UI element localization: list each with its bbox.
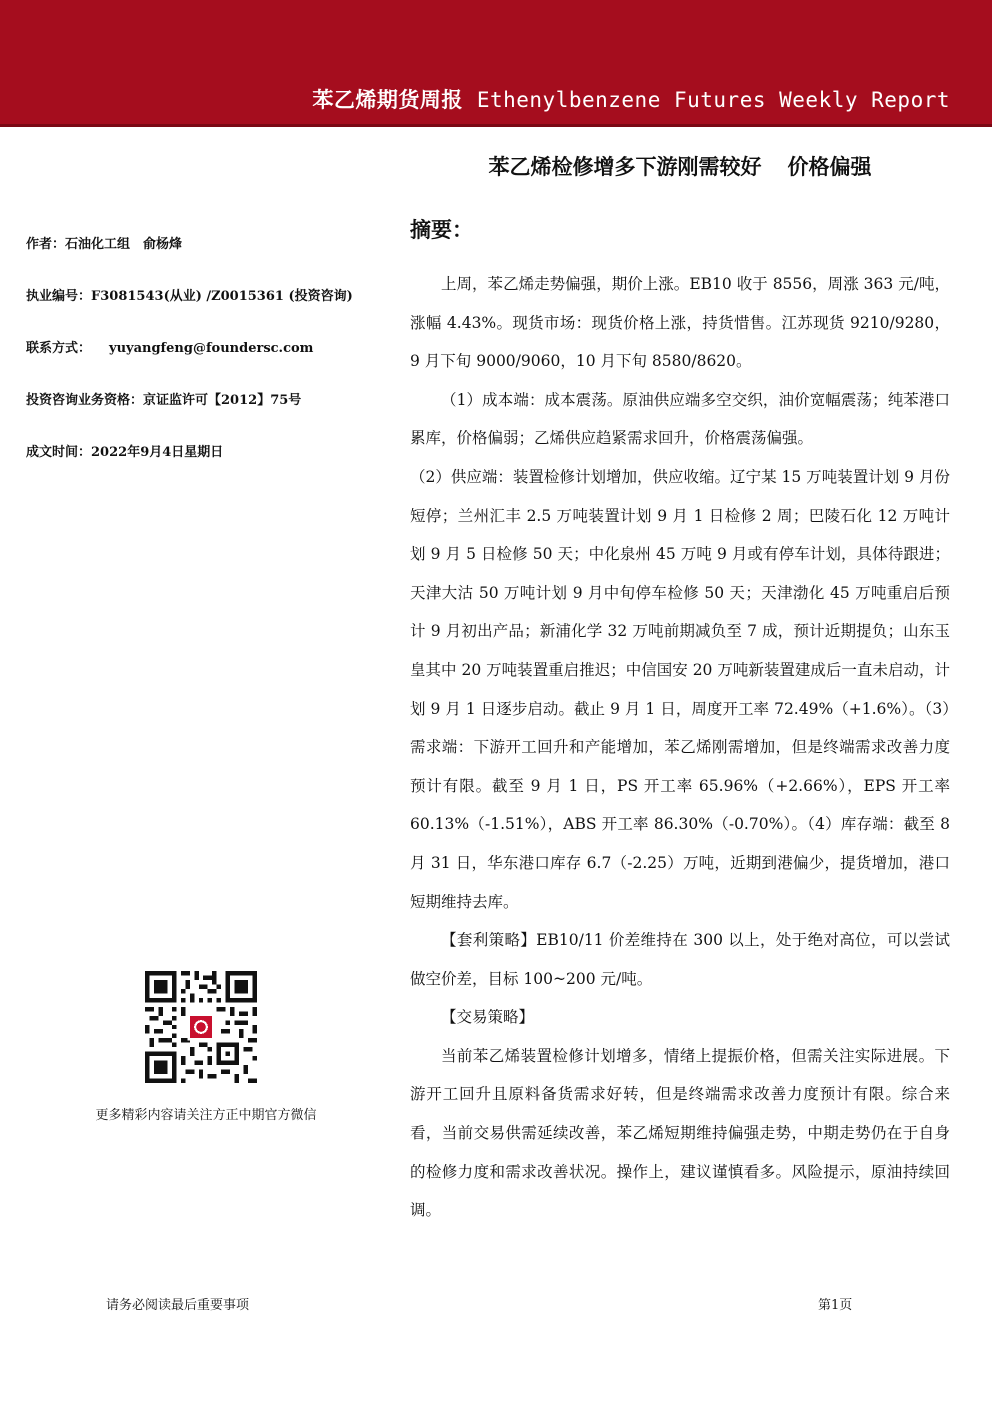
summary-heading: 摘要： — [410, 218, 473, 242]
cost-paragraph: （1）成本端：成本震荡。原油供应端多空交织，油价宽幅震荡；纯苯港口累库，价格偏弱；乙烯供应趋紧需求回升，价格震荡偏强。 — [410, 390, 950, 448]
trading-strategy-paragraph: 当前苯乙烯装置检修计划增多，情绪上提振价格，但需关注实际进展。下游开工回升且原料备货需求好转，但是终端需求改善力度预计有限。综合来看，当前交易供需延续改善，苯乙烯短期维持偏强走势，中期走势仍在于自身的检修力度和需求改善状况。操作上，建议谨慎看多。风险提示，原油持续回调。 — [410, 1046, 950, 1220]
author-value: 石油化工组 俞杨烽 — [65, 237, 183, 252]
author-info — [26, 233, 386, 493]
contact-email[interactable]: yuyangfeng@foundersc.com — [109, 341, 314, 356]
license-row — [26, 285, 386, 337]
footer-notice: 请务必阅读最后重要事项 — [106, 1298, 250, 1313]
summary-body — [410, 265, 950, 1230]
summary-paragraph: 上周，苯乙烯走势偏强，期价上涨。EB10 收于 8556，周涨 363 元/吨，涨幅 4.43%。现货市场：现货价格上涨，持货惜售。江苏现货 9210/9280，9 月下旬 9000/9060，10 月下旬 8580/8620。 — [410, 275, 950, 371]
arbitrage-paragraph: 【套利策略】EB10/11 价差维持在 300 以上，处于绝对高位，可以尝试做空价差，目标 100~200 元/吨。 — [410, 931, 950, 988]
contact-label: 联系方式： — [26, 341, 92, 356]
qualification-value: 京证监许可【2012】75号 — [143, 393, 302, 408]
qualification-row — [26, 389, 386, 441]
supply-demand-paragraph: （2）供应端：装置检修计划增加，供应收缩。辽宁某 15 万吨装置计划 9 月份短停；兰州汇丰 2.5 万吨装置计划 9 月 1 日检修 2 周；巴陵石化 12 万吨计划 9 月 5 日检修 50 天；中化泉州 45 万吨 9 月或有停车计划，具体待跟进；天津大沽 50 万吨计划 9 月中旬停车检修 50 天；天津渤化 45 万吨重启后预计 9 月初出产品；新浦化学 32 万吨前期减负至 7 成，预计近期提负；山东玉皇其中 20 万吨装置重启推迟；中信国安 20 万吨新装置建成后一直未启动，计划 9 月 1 日逐步启动。截止 9 月 1 日，周度开工率 72.49%（+1.6%）。（3）需求端：下游开工回升和产能增加，苯乙烯刚需增加，但是终端需求改善力度预计有限。截至 9 月 1 日，PS 开工率 65.96%（+2.66%），EPS 开工率 60.13%（-1.51%），ABS 开工率 86.30%（-0.70%）。（4）库存端：截至 8 月 31 日，华东港口库存 6.7（-2.25）万吨，近期到港偏少，提货增加，港口短期维持去库。 — [410, 467, 950, 911]
license-label: 执业编号： — [26, 289, 92, 304]
contact-row — [26, 337, 386, 389]
author-row — [26, 233, 386, 285]
page-number: 第1页 — [818, 1298, 853, 1313]
document-title-sub: 价格偏强 — [787, 155, 872, 179]
report-title-en: Ethenylbenzene Futures Weekly Report — [476, 88, 950, 112]
license-value: F3081543(从业) /Z0015361 (投资咨询) — [91, 289, 353, 304]
document-title-main: 苯乙烯检修增多下游刚需较好 — [488, 155, 762, 179]
wechat-qr-code — [145, 971, 257, 1083]
report-title — [312, 84, 950, 114]
date-row — [26, 441, 386, 493]
header-divider — [0, 124, 992, 127]
date-label: 成文时间： — [26, 445, 92, 460]
header-banner — [0, 0, 992, 127]
trading-strategy-heading: 【交易策略】 — [441, 1008, 535, 1027]
document-title — [410, 151, 950, 181]
qr-caption: 更多精彩内容请关注方正中期官方微信 — [95, 1108, 317, 1123]
report-title-cn: 苯乙烯期货周报 — [312, 88, 463, 112]
author-label: 作者： — [26, 237, 66, 252]
date-value: 2022年9月4日星期日 — [91, 445, 224, 460]
qualification-label: 投资咨询业务资格： — [26, 393, 144, 408]
